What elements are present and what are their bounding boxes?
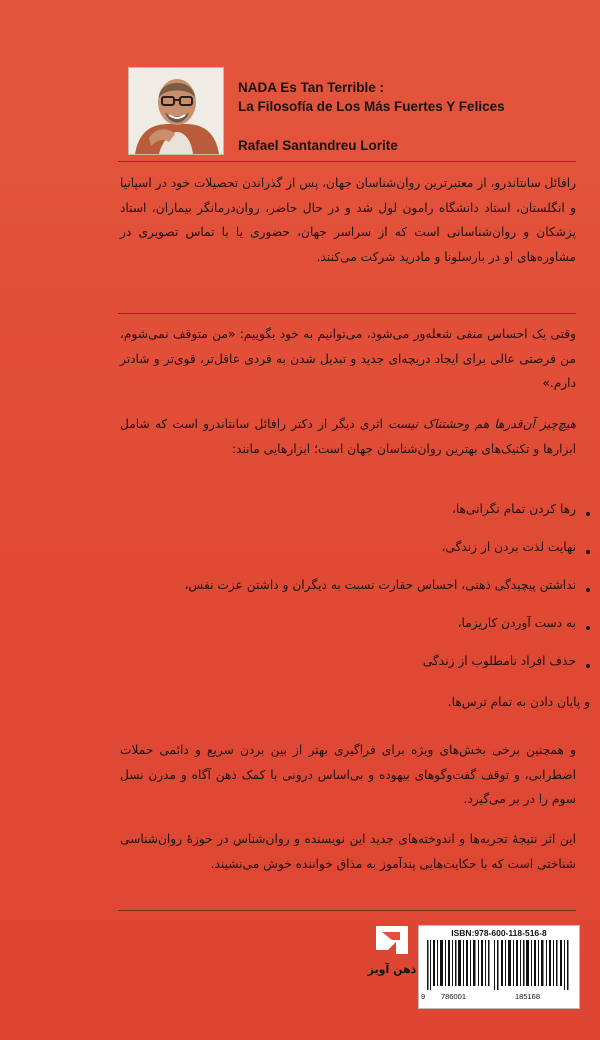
- bullet-icon: [586, 664, 590, 668]
- extra-text: و همچنین برخی بخش‌های ویژه برای فراگیری بهتر از بین بردن سریع و دائمی حملات اضطرابی، و توقف گفت‌وگوهای بیهوده و بی‌اساس درونی با کمک ذهن آگاه و مدرن نسل سوم را در بر می‌گیرد.: [120, 743, 576, 806]
- title-line-2: La Filosofía de Los Más Fuertes Y Felices: [238, 99, 505, 114]
- book-title: [238, 78, 578, 116]
- publisher-name: ذهن آویز: [367, 963, 417, 976]
- bullet-icon: [586, 626, 590, 630]
- list-item: نهایت لذت بردن از زندگی،: [120, 535, 590, 573]
- closing-text: این اثر نتیجهٔ تجربه‌ها و اندوخته‌های جدید این نویسنده و روان‌شناس در حوزهٔ روان‌شناسی شناختی است که با حکایت‌هایی پندآموز به مذاق خواننده خوش می‌نشیند.: [120, 832, 576, 871]
- publisher-logo-icon: [372, 920, 412, 960]
- author-photo: [128, 67, 224, 155]
- list-item: نداشتن پیچیدگی ذهنی، احساس حقارت نسبت به دیگران و داشتن عزت نفس،: [120, 573, 590, 611]
- bullet-icon: [586, 588, 590, 592]
- bullet-icon: [586, 512, 590, 516]
- closing-paragraph: [120, 827, 576, 876]
- tools-list: [120, 497, 590, 687]
- tools-list-end: و پایان دادن به تمام ترس‌ها.: [447, 695, 590, 709]
- list-item: به دست آوردن کاریزما،: [120, 611, 590, 649]
- intro-book-title: هیچ‌چیز آن‌قدرها هم وحشتناک نیست: [388, 417, 576, 431]
- bio-text: رافائل سانتاندرو، از معتبرترین روان‌شناسان جهان، پس از گذراندن تحصیلات خود در اسپانیا و انگلستان، استاد دانشگاه رامون لول شد و در حال حاضر، روان‌درمانگر بیماران، استاد پزشکان و روان‌شناسانی است که از سراسر جهان، حضوری یا با تماس تصویری در مشاوره‌های او در بارسلونا و مادرید شرکت می‌کنند.: [119, 176, 576, 264]
- barcode-bars-icon: [425, 940, 573, 990]
- divider-top: [118, 161, 576, 162]
- list-item: رها کردن تمام نگرانی‌ها،: [120, 497, 590, 535]
- divider-mid: [118, 313, 576, 314]
- quote-paragraph: [120, 322, 576, 396]
- barcode: ISBN:978-600-118-516-8 9 786001 185168: [418, 925, 580, 1009]
- list-item: حذف افراد نامطلوب از زندگی: [120, 649, 590, 687]
- intro-text: اثری دیگر از دکتر رافائل سانتاندرو است که شامل ابزارها و تکنیک‌های بهترین روان‌شناسان جهان است؛ ابزارهایی مانند:: [120, 417, 576, 456]
- isbn-number: ISBN:978-600-118-516-8: [451, 928, 547, 938]
- intro-paragraph: [120, 412, 576, 461]
- author-bio: [120, 171, 576, 269]
- author-name: Rafael Santandreu Lorite: [238, 138, 398, 153]
- divider-bottom: [118, 910, 576, 911]
- bullet-icon: [586, 550, 590, 554]
- extra-paragraph: [120, 738, 576, 812]
- quote-text: وقتی یک احساس منفی شعله‌ور می‌شود، می‌توانیم به خود بگوییم: «من متوقف نمی‌شوم، من فرصتی عالی برای ایجاد دریچه‌ای جدید و تبدیل شدن به فردی عاقل‌تر، قوی‌تر و شادتر دارم.»: [120, 327, 576, 390]
- title-line-1: NADA Es Tan Terrible :: [238, 80, 385, 95]
